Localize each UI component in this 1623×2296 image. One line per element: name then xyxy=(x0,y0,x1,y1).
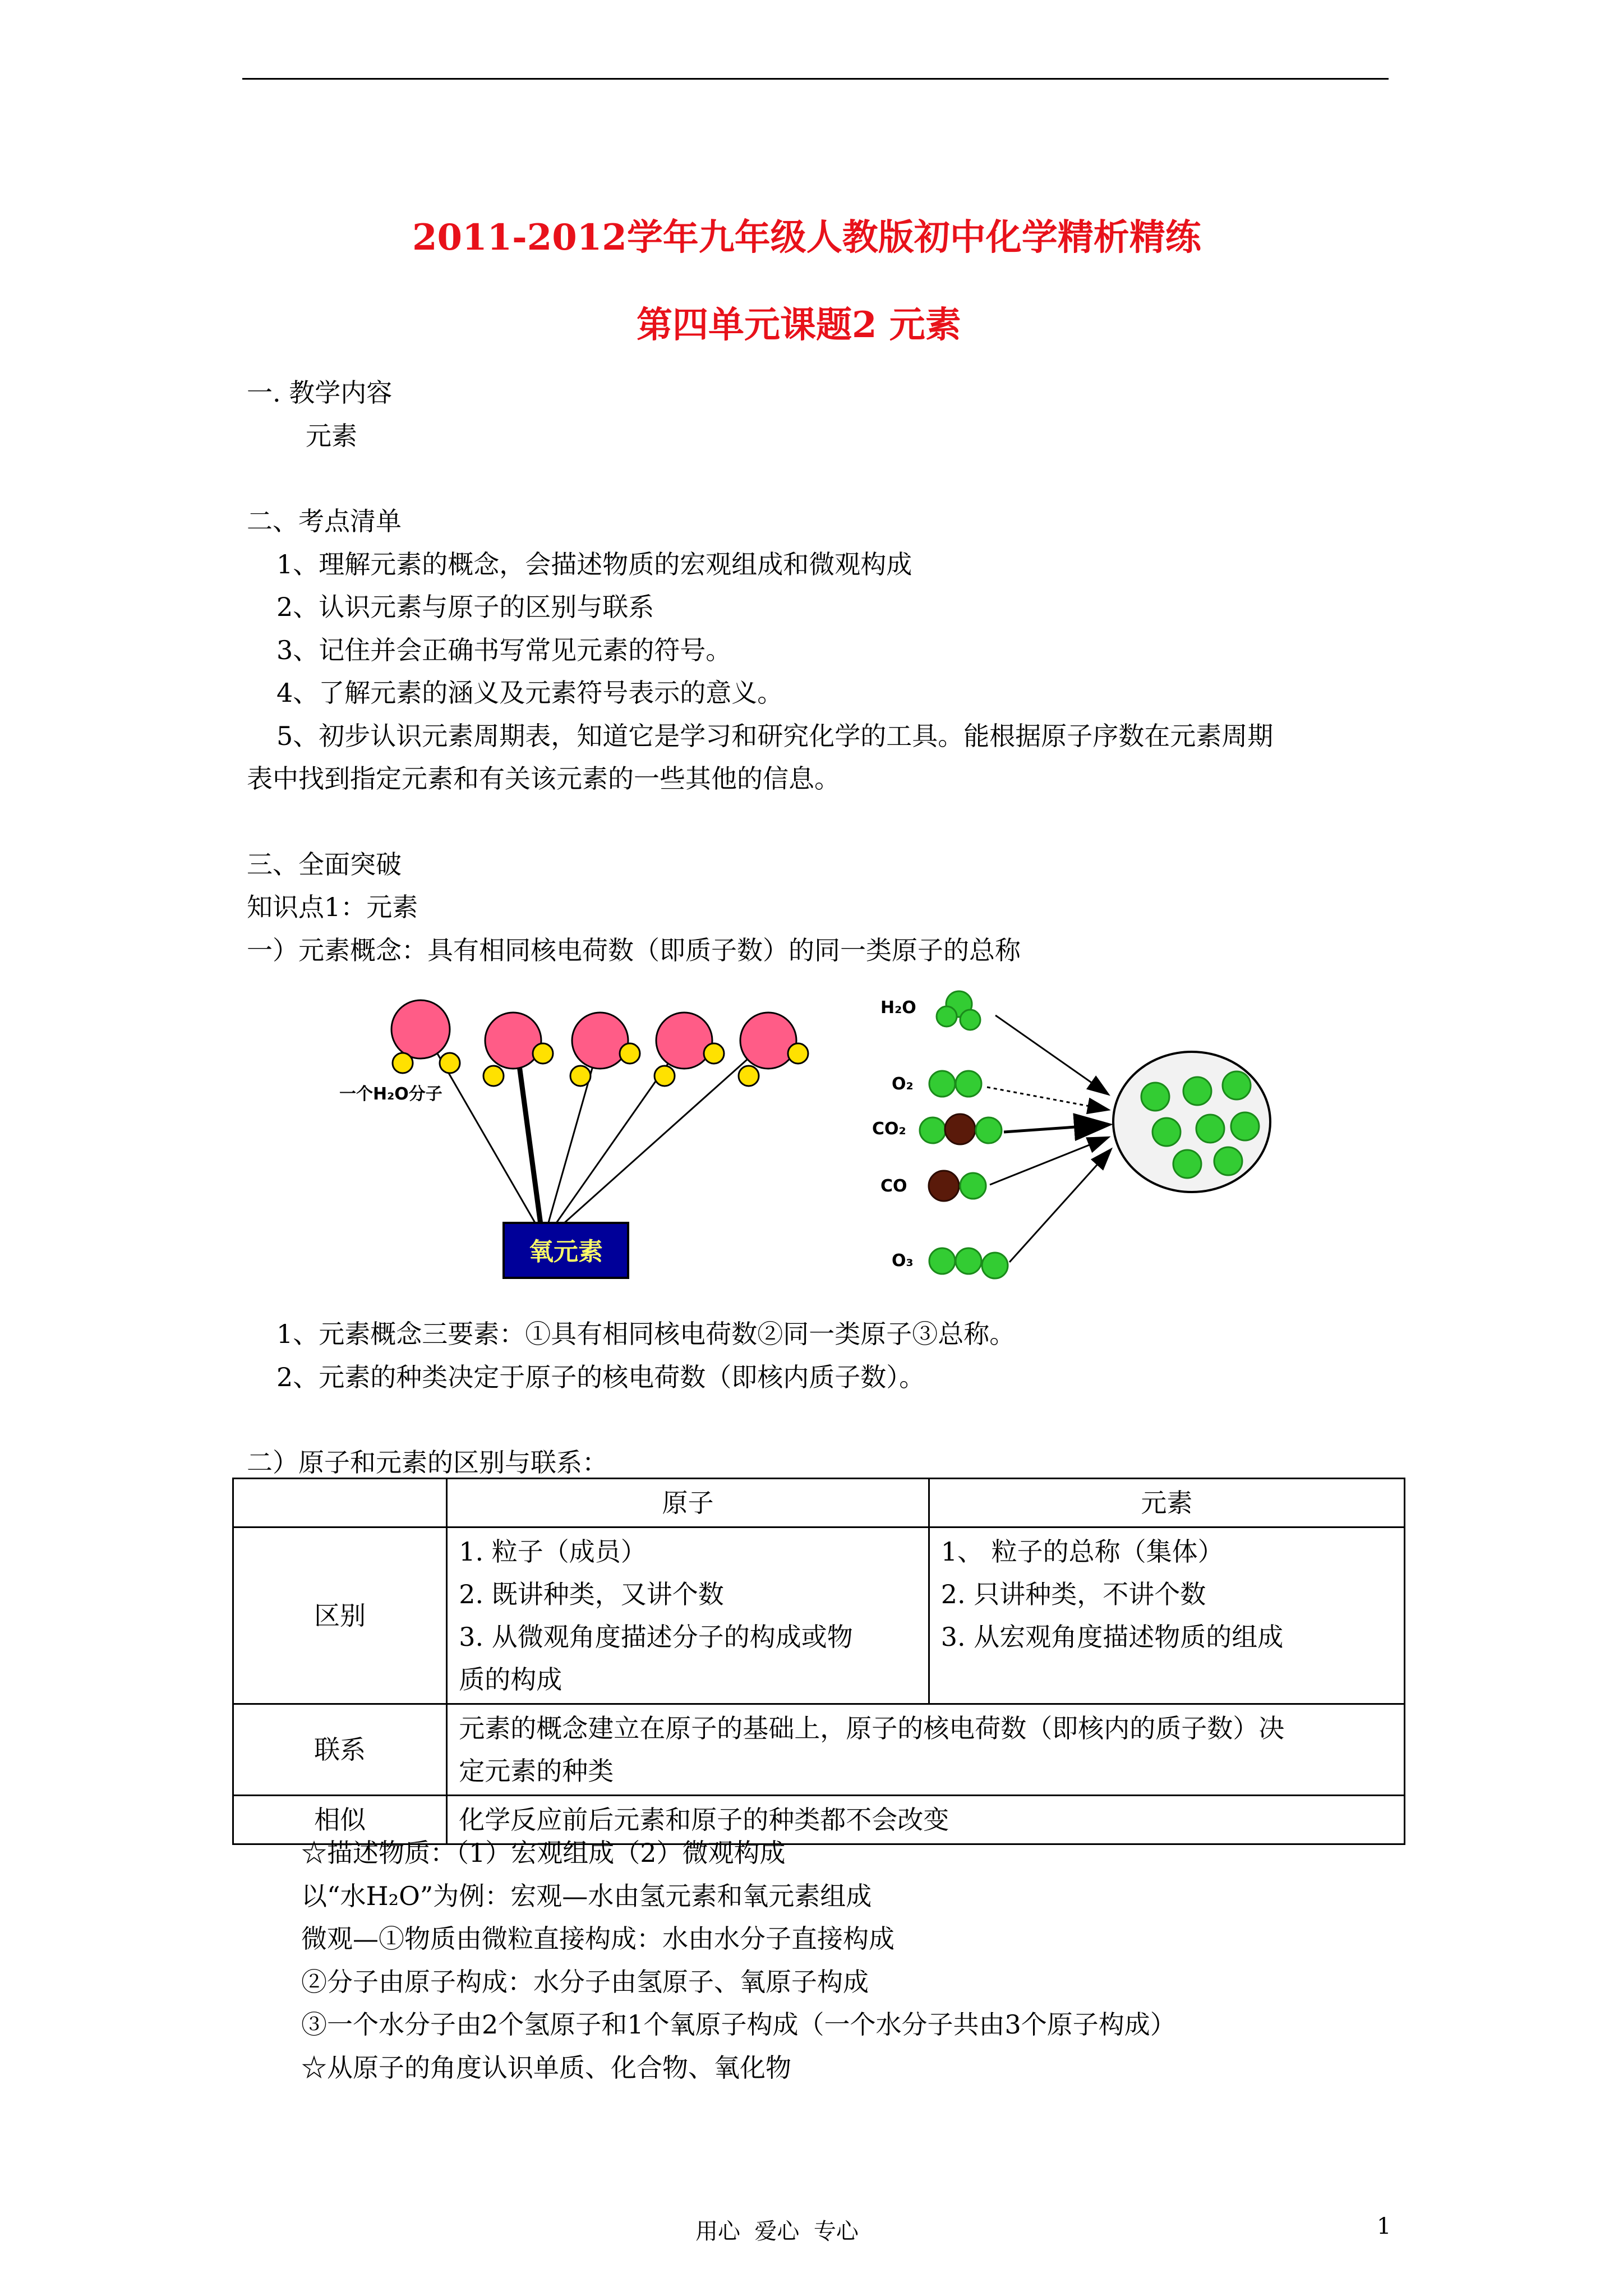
water-molecule xyxy=(654,1013,724,1086)
checklist-item-4: 4、了解元素的涵义及元素符号表示的意义。 xyxy=(276,678,783,708)
point-1: 1、元素概念三要素：①具有相同核电荷数②同一类原子③总称。 xyxy=(276,1319,1016,1349)
relation-cell xyxy=(447,1704,1405,1796)
table-row-relation xyxy=(233,1704,1405,1796)
atom-difference-cell xyxy=(447,1527,929,1704)
element-concept-figure xyxy=(325,987,1335,1301)
molecule-label: 一个H₂O分子 xyxy=(339,1084,442,1104)
table-header-empty xyxy=(233,1479,447,1527)
formula-o2: O₂ xyxy=(892,1074,914,1094)
row-label-similar: 相似 xyxy=(233,1796,447,1844)
water-molecule xyxy=(739,1013,808,1086)
cell-line: 质的构成 xyxy=(459,1664,562,1695)
formula-co: CO xyxy=(880,1176,907,1196)
table-header-atom: 原子 xyxy=(447,1479,929,1527)
checklist-item-1: 1、理解元素的概念，会描述物质的宏观组成和微观构成 xyxy=(276,549,912,579)
water-molecule xyxy=(391,1000,460,1073)
note-2: 以“水H₂O”为例：宏观—水由氢元素和氧元素组成 xyxy=(301,1881,872,1911)
section1-heading: 一. 教学内容 xyxy=(247,378,393,408)
oxygen-molecules-diagram xyxy=(872,991,1270,1278)
footer-slogan: 用心 爱心 专心 xyxy=(695,2219,859,2244)
element-difference-cell xyxy=(929,1527,1404,1704)
checklist-item-2: 2、认识元素与原子的区别与联系 xyxy=(276,592,654,622)
note-4: ②分子由原子构成：水分子由氢原子、氧原子构成 xyxy=(301,1967,869,1997)
note-5: ③一个水分子由2个氢原子和1个氧原子构成（一个水分子共由3个原子构成） xyxy=(301,2009,1176,2040)
table-row-difference xyxy=(233,1527,1405,1704)
note-3: 微观—①物质由微粒直接构成：水由水分子直接构成 xyxy=(301,1924,895,1954)
doc-title-line1: 2011-2012学年九年级人教版初中化学精析精练 xyxy=(412,217,1201,259)
atom-element-table xyxy=(232,1478,1405,1845)
cell-line: 定元素的种类 xyxy=(459,1756,614,1786)
formula-co2: CO₂ xyxy=(872,1119,906,1139)
header-rule xyxy=(242,78,1389,80)
checklist-item-5: 5、初步认识元素周期表，知道它是学习和研究化学的工具。能根据原子序数在元素周期 xyxy=(276,721,1274,751)
oxygen-element-label: 氧元素 xyxy=(529,1237,603,1266)
cell-line: 元素的概念建立在原子的基础上，原子的核电荷数（即核内的质子数）决 xyxy=(459,1713,1285,1743)
water-molecule xyxy=(570,1013,640,1086)
section2-heading: 二、考点清单 xyxy=(247,506,402,536)
row-label-difference: 区别 xyxy=(233,1527,447,1704)
cell-line: 1、 粒子的总称（集体） xyxy=(940,1536,1224,1567)
section3-heading: 三、全面突破 xyxy=(247,849,402,880)
cell-line: 2. 只讲种类，不讲个数 xyxy=(940,1579,1206,1609)
cell-line: 3. 从微观角度描述分子的构成或物 xyxy=(459,1622,853,1652)
formula-o3: O₃ xyxy=(892,1251,914,1271)
note-1: ☆描述物质：（1）宏观组成（2）微观构成 xyxy=(301,1838,786,1868)
checklist-item-3: 3、记住并会正确书写常见元素的符号。 xyxy=(276,635,732,665)
doc-title-line2: 第四单元课题2 元素 xyxy=(637,304,961,346)
section1-content: 元素 xyxy=(306,421,357,451)
note-6: ☆从原子的角度认识单质、化合物、氧化物 xyxy=(301,2053,791,2083)
similar-cell: 化学反应前后元素和原子的种类都不会改变 xyxy=(447,1796,1405,1844)
row-label-relation: 联系 xyxy=(233,1704,447,1796)
point-2: 2、元素的种类决定于原子的核电荷数（即核内质子数）。 xyxy=(276,1362,925,1392)
checklist-item-5-cont: 表中找到指定元素和有关该元素的一些其他的信息。 xyxy=(247,763,840,794)
page-number: 1 xyxy=(1377,2214,1391,2239)
cell-line: 2. 既讲种类，又讲个数 xyxy=(459,1579,724,1609)
knowledge-point-1: 知识点1：元素 xyxy=(247,892,418,922)
atom-element-heading: 二）原子和元素的区别与联系： xyxy=(247,1447,608,1478)
cell-line: 3. 从宏观角度描述物质的组成 xyxy=(940,1622,1284,1652)
table-header-row xyxy=(233,1479,1405,1527)
element-definition: 一）元素概念：具有相同核电荷数（即质子数）的同一类原子的总称 xyxy=(247,935,1021,965)
formula-h2o: H₂O xyxy=(880,998,916,1018)
cell-line: 1. 粒子（成员） xyxy=(459,1536,647,1567)
table-header-element: 元素 xyxy=(929,1479,1404,1527)
table-row-similar xyxy=(233,1796,1405,1844)
water-molecules-diagram xyxy=(339,1000,808,1278)
